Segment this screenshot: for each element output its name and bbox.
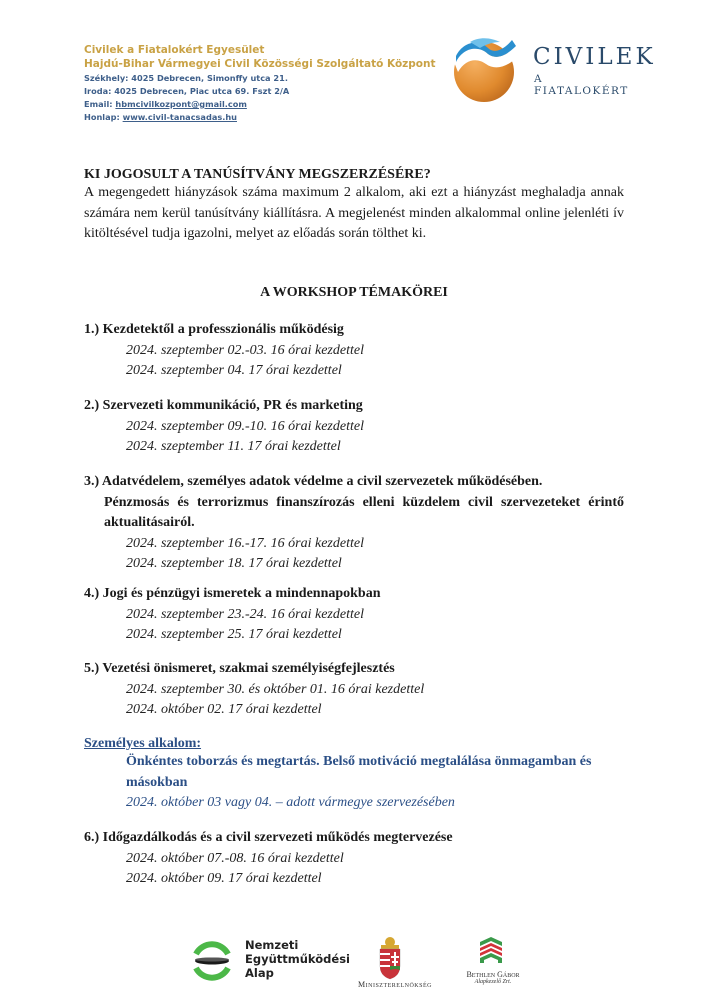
topic-title: 3.) Adatvédelem, személyes adatok védelme a civil szervezetek működésében. (84, 474, 543, 489)
nea-name (245, 938, 350, 980)
topic-title-continued: Pénzmosás és terrorizmus finanszírozás elleni küzdelem civil szervezeteket érintő aktualitásairól. (104, 494, 624, 530)
web-line (84, 111, 436, 124)
topic-date: 2024. szeptember 23.-24. 16 órai kezdettel (126, 606, 364, 622)
topic-date: 2024. szeptember 25. 17 órai kezdettel (126, 627, 342, 642)
email-prefix: Email: (84, 99, 116, 109)
nea-line1: Nemzeti (245, 938, 299, 952)
topic-date: 2024. szeptember 16.-17. 16 órai kezdettel (126, 535, 364, 551)
personal-session (84, 736, 624, 814)
topic-date: 2024. szeptember 04. 17 órai kezdettel (126, 363, 342, 378)
bethlen-gabor-sub: Alapkezelő Zrt. (474, 979, 512, 985)
topic-date: 2024. szeptember 30. és október 01. 16 órai kezdettel (126, 681, 425, 697)
nea-line2: Együttműködési (245, 952, 350, 966)
topic-item (84, 828, 624, 890)
sponsor-footer (190, 930, 550, 995)
email-link[interactable]: hbmcivilkozpont@gmail.com (115, 99, 247, 109)
web-link[interactable]: www.civil-tanacsadas.hu (122, 112, 237, 122)
topic-date: 2024. október 07.-08. 16 órai kezdettel (126, 850, 344, 866)
web-prefix: Honlap: (84, 112, 123, 122)
org-subtitle: Hajdú-Bihar Vármegyei Civil Közösségi Szolgáltató Központ (84, 58, 436, 70)
civilek-logo (450, 34, 656, 104)
topic-title: 5.) Vezetési önismeret, szakmai személyiségfejlesztés (84, 661, 395, 676)
logo-subtitle: A FIATALOKÉRT (534, 73, 629, 97)
eligibility-title: KI JOGOSULT A TANÚSÍTVÁNY MEGSZERZÉSÉRE? (84, 167, 431, 182)
nea-line3: Alap (245, 966, 274, 980)
topic-date: 2024. szeptember 11. 17 órai kezdettel (126, 439, 341, 454)
personal-session-label: Személyes alkalom: (84, 736, 202, 751)
logo-title: CIVILEK (533, 44, 656, 70)
personal-session-date: 2024. október 03 vagy 04. – adott vármegye szervezésében (126, 795, 455, 810)
letterhead (84, 43, 436, 124)
coat-of-arms-icon (370, 936, 410, 980)
topic-item (84, 584, 624, 646)
topic-date: 2024. október 09. 17 órai kezdettel (126, 871, 322, 886)
nea-logo-icon (190, 938, 234, 982)
email-line (84, 98, 436, 111)
org-name: Civilek a Fiatalokért Egyesület (84, 44, 265, 56)
workshop-section-title-wrap (84, 285, 624, 301)
topic-item (84, 472, 624, 575)
workshop-title: A WORKSHOP TÉMAKÖREI (260, 285, 448, 300)
personal-session-topic: Önkéntes toborzás és megtartás. Belső motiváció megtalálása önmagamban és másokban (126, 754, 592, 790)
topic-item (84, 320, 624, 382)
topic-date: 2024. szeptember 18. 17 órai kezdettel (126, 556, 342, 571)
seat-address: Székhely: 4025 Debrecen, Simonffy utca 21. (84, 73, 288, 83)
topic-title: 1.) Kezdetektől a professzionális működésig (84, 322, 344, 337)
civilek-globe-icon (450, 34, 520, 104)
eligibility-section (84, 167, 624, 245)
topic-title: 6.) Időgazdálkodás és a civil szervezeti működés megtervezése (84, 830, 453, 845)
topic-date: 2024. szeptember 09.-10. 16 órai kezdettel (126, 418, 364, 434)
topic-item (84, 396, 624, 458)
topic-item (84, 659, 624, 721)
bethlen-gabor-name (465, 970, 521, 985)
bethlen-gabor-logo-icon (476, 936, 506, 966)
bethlen-gabor-label: Bethlen Gábor (466, 970, 520, 979)
topic-date: 2024. október 02. 17 órai kezdettel (126, 702, 322, 717)
topic-date: 2024. szeptember 02.-03. 16 órai kezdettel (126, 342, 364, 358)
topic-title: 4.) Jogi és pénzügyi ismeretek a mindennapokban (84, 586, 381, 601)
ministry-name: Miniszterelnökség (358, 980, 432, 989)
office-address: Iroda: 4025 Debrecen, Piac utca 69. Fszt 2/A (84, 86, 290, 96)
topic-title: 2.) Szervezeti kommunikáció, PR és marketing (84, 398, 363, 413)
eligibility-text: A megengedett hiányzások száma maximum 2 alkalom, aki ezt a hiányzást meghaladja annak számára nem kerül tanúsítvány kiállításra. A megjelenést minden alkalommal online jelenléti ív kitöltésével tudja igazolni, melyet az előadás során tölthet ki. (84, 185, 624, 241)
